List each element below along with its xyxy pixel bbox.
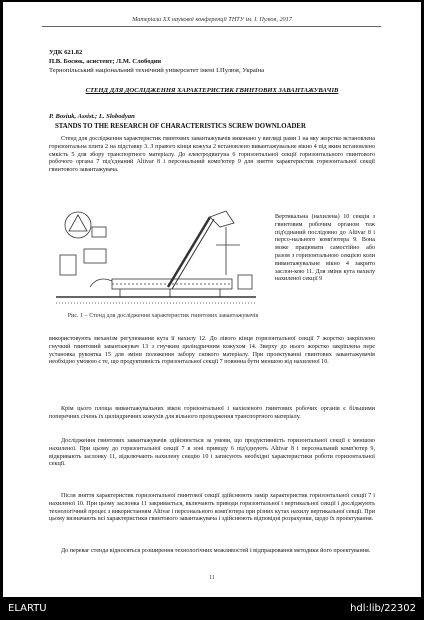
affiliation: Тернопільський національний технічний університет імені І.Пулюя, Україна <box>49 67 265 74</box>
paragraph-3: Крім цього площа вивантажувальних вікон горизонтальної і нахиленого гвинтових робочих органів є більшими поперечних січень їх циліндричних кожухів для вільного проходження транспортного матеріалу. <box>49 406 375 420</box>
altivar-box <box>84 249 106 263</box>
running-header: Матеріали XX наукової конференції ТНТУ ім. І. Пулюя, 2017 <box>132 16 292 23</box>
authors-ua: П.В. Босюк, асистент; Л.М. Слободян <box>49 58 162 65</box>
document-page <box>3 2 421 597</box>
figure-caption: Рис. 1 – Стенд для дослідження характеристик гвинтових завантажувачів <box>67 313 259 319</box>
motor-wheel <box>65 212 91 238</box>
footer-handle: hdl:lib/22302 <box>350 603 416 614</box>
paragraph-2: використовують механізм регулювання кута її нахилу 12. До лівого кінця горизонтальної секції 7 жорстко закріплено гнучкий гвинтовий завантажувач 13 з гнучким циліндричним кожухом 14. Зверху до нього жорстко закріплена пере установка рукоятка 15 для зміни положення забору сипкого матеріалу. При проектуванні гвинтових завантажувачів необхідно умовою є те, що продуктивність горизонтальної секції 7 повинна бути меншою від нахиленої 10. <box>49 336 375 366</box>
motor-triangle <box>69 215 87 231</box>
title-en: STANDS TO THE RESEARCH OF CHARACTERISTICS SCREW DOWNLOADER <box>55 123 306 130</box>
monitor-box <box>92 227 106 237</box>
inclined-casing <box>172 219 214 289</box>
stand-figure <box>50 205 264 312</box>
title-ua: СТЕНД ДЛЯ ДОСЛІДЖЕННЯ ХАРАКТЕРИСТИК ГВИНТОВИХ ЗАВАНТАЖУВАЧІВ <box>85 87 339 94</box>
page-number: 11 <box>209 575 215 581</box>
authors-en: P. Bosiuk, Assist.; L. Slobodyan <box>49 113 135 120</box>
paragraph-5: Після зняття характеристик горизонтальної гвинтової секції здійснюють замір характеристик горизонтальної секції 7 і нахиленої 10. При цьому заслонка 11 закривається, включають приводи горизонтальної і вертикальної секції і досліджують технологічний процес з використанням Altivar і персонального комп'ютера при різних кутах нахилу вертикальної секції. При цьому визначають всі характеристики гвинтового завантажувача і здійснюють відповідні розрахунки, щодо їх проектування. <box>49 493 375 523</box>
footer-repository: ELARTU <box>8 603 47 614</box>
pc-box <box>60 255 76 275</box>
collection-tank <box>238 275 252 289</box>
paragraph-6: До переваг стенда відносяться розширення технологічних можливостей і відпрацювання методики його проектування. <box>61 548 371 554</box>
flexible-screw <box>90 279 112 287</box>
inclined-screw <box>168 217 210 287</box>
paragraph-1: Стенд для дослідження характеристик гвинтових завантажувачів виконано у вигляді рами 1 на яку жорстко встановлена горизонтальна плита 2 на підставку 3. З правого кінця кожуха 2 встановлено вивантажувальне вікно 4 під яким встановлено ємкість 5 для збору транспортного матеріалу. До електродвигуна 6 горизонтальної секції горизонтального гвинтового робочого органа 7 під'єднаний Altivar 8 і персональний комп'ютер 9 для зняття характеристик горизонтальної секції гвинтового завантажувача. <box>49 136 375 174</box>
header-rule <box>42 26 381 27</box>
paragraph-4: Дослідження гвинтових завантажувачів здійснюється за умови, що продуктивність горизонтальної секції є меншою нахиленої. При цьому до горизонтальної секції 7 в зоні приводу 6 під'єднують Altivar 8 і персональний комп'ютер 9, відкривають заслонку 11, відключають нахилену секцію 10 і записують необхідні характеристики роботи горизонтальної секції. <box>49 438 375 468</box>
paragraph-side: Вертикальна (нахилена) 10 секція з гвинтовим робочим органом теж під'єднаний послідовно до Altivar 8 і персо-нального комп'ютера 9. Вона може працювати самостійно або разом з горизонтальною секцією коли вивантажувальне вікно 4 закрито заслон-кою 11. Для зміни кута нахилу нахиленої секції 9 <box>275 214 375 283</box>
udk-code: УДК 621.82 <box>49 49 83 56</box>
